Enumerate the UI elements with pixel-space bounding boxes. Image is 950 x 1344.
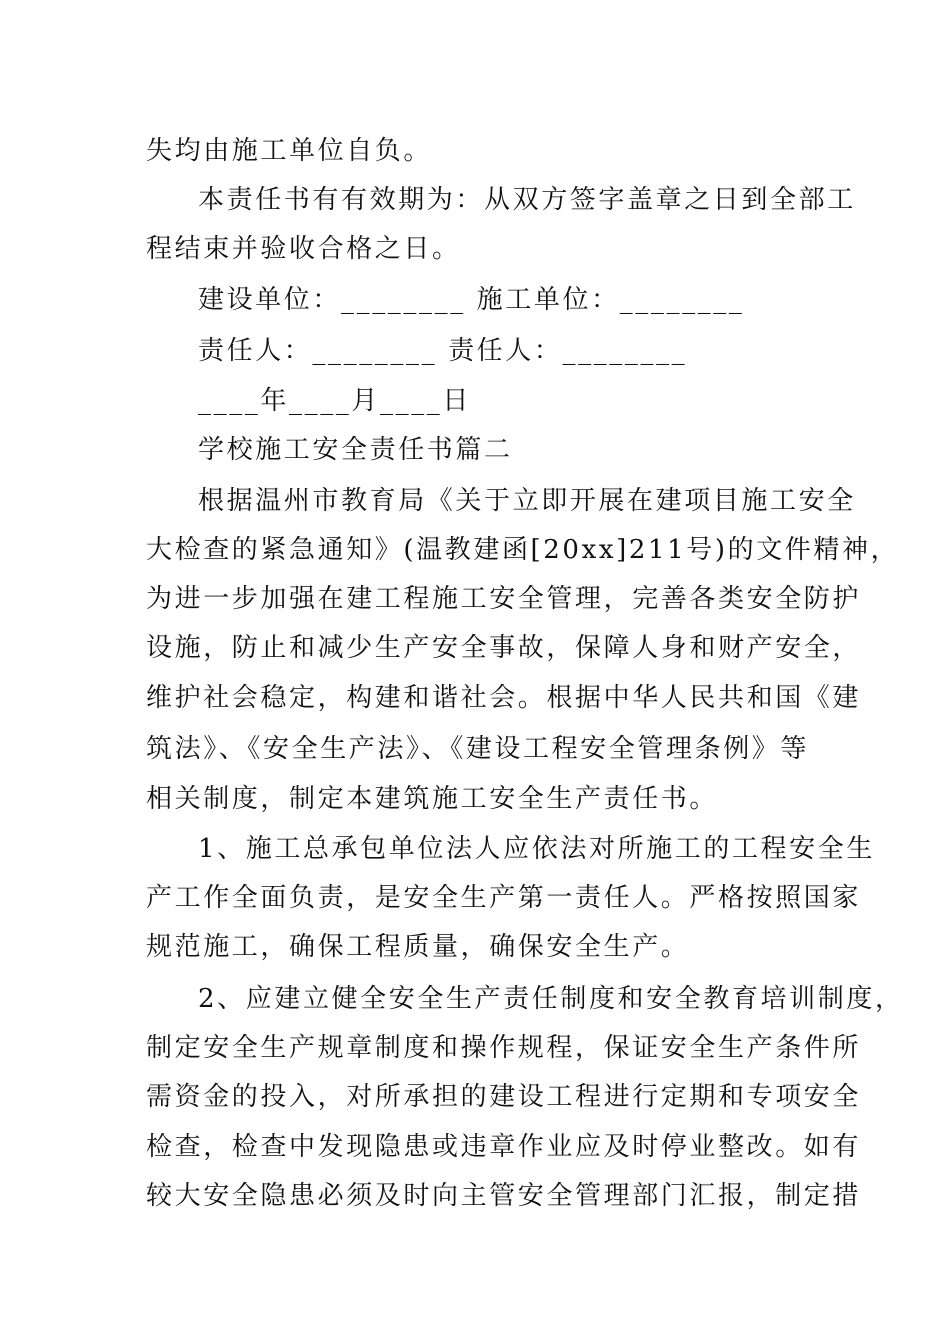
paragraph-line: 大检查的紧急通知》(温教建函[20xx]211号)的文件精神，: [146, 535, 900, 565]
paragraph-line: 检查，检查中发现隐患或违章作业应及时停业整改。如有: [146, 1132, 862, 1162]
signature-line-persons: 责任人：________ 责任人：________: [198, 336, 688, 366]
paragraph-line: 筑法》、《安全生产法》、《建设工程安全管理条例》等: [146, 734, 810, 764]
date-line: ____年____月____日: [198, 386, 471, 416]
paragraph-line: 2、应建立健全安全生产责任制度和安全教育培训制度，: [198, 984, 904, 1014]
paragraph-line: 本责任书有有效期为：从双方签字盖章之日到全部工: [198, 185, 856, 215]
paragraph-line: 产工作全面负责，是安全生产第一责任人。严格按照国家: [146, 883, 862, 913]
paragraph-line: 相关制度，制定本建筑施工安全生产责任书。: [146, 784, 719, 814]
paragraph-line: 根据温州市教育局《关于立即开展在建项目施工安全: [198, 486, 856, 516]
paragraph-line: 设施，防止和减少生产安全事故，保障人身和财产安全，: [146, 633, 862, 663]
paragraph-line: 维护社会稳定，构建和谐社会。根据中华人民共和国《建: [146, 683, 862, 713]
section-heading: 学校施工安全责任书篇二: [198, 435, 513, 465]
signature-line-units: 建设单位：________ 施工单位：________: [198, 285, 745, 315]
paragraph-line: 较大安全隐患必须及时向主管安全管理部门汇报，制定措: [146, 1181, 862, 1211]
paragraph-line: 制定安全生产规章制度和操作规程，保证安全生产条件所: [146, 1033, 862, 1063]
paragraph-line: 程结束并验收合格之日。: [146, 234, 461, 264]
paragraph-line: 需资金的投入，对所承担的建设工程进行定期和专项安全: [146, 1082, 862, 1112]
paragraph-line: 1、施工总承包单位法人应依法对所施工的工程安全生: [198, 834, 875, 864]
paragraph-line: 为进一步加强在建工程施工安全管理，完善各类安全防护: [146, 584, 862, 614]
paragraph-line: 规范施工，确保工程质量，确保安全生产。: [146, 932, 690, 962]
paragraph-line: 失均由施工单位自负。: [146, 136, 433, 166]
